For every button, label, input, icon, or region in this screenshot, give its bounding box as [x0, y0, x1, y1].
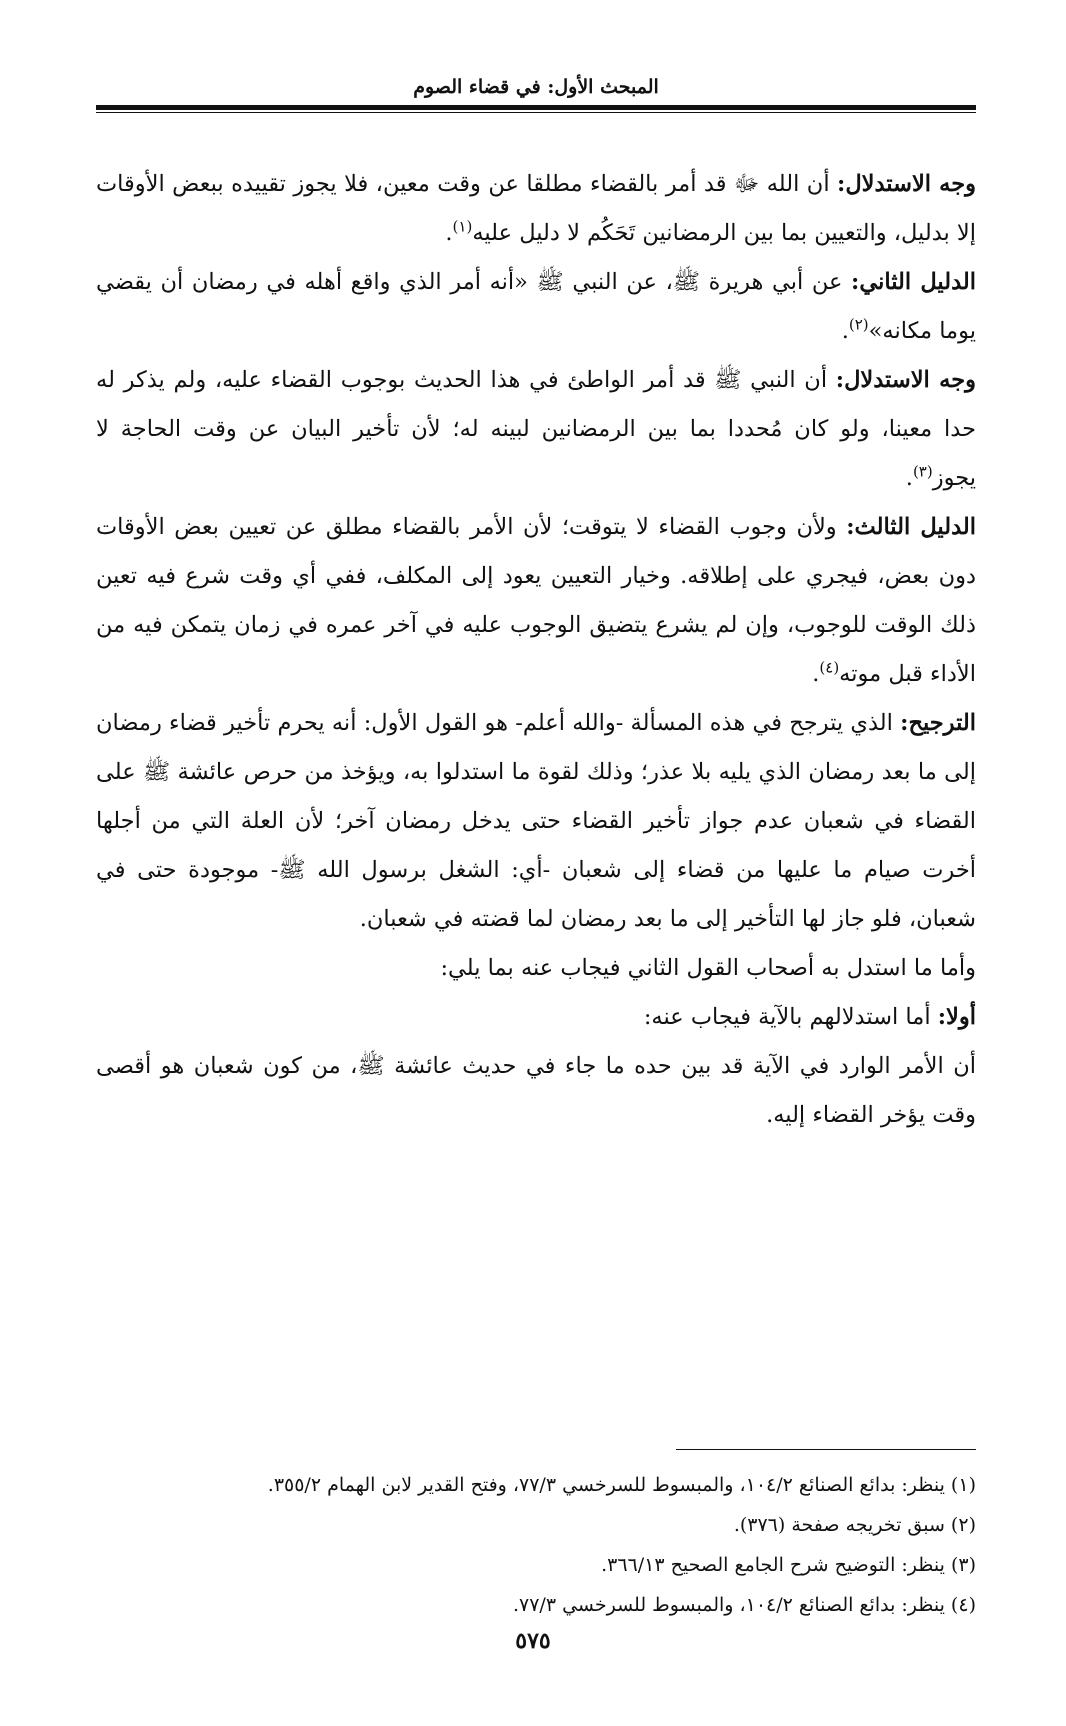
paragraph-end: . — [812, 661, 820, 687]
paragraph-2 — [96, 258, 976, 356]
page-number: ٥٧٥ — [515, 1628, 551, 1654]
header-rule-thick — [96, 105, 976, 110]
header-rule-thin — [96, 112, 976, 113]
footnote-item: (٣) ينظر: التوضيح شرح الجامع الصحيح ٣٦٦/١٣. — [601, 1554, 976, 1576]
paragraph-end: . — [841, 318, 849, 344]
main-text — [96, 160, 976, 1140]
paragraph-end: . — [905, 465, 913, 491]
paragraph-text: أن النبي ﷺ قد أمر الواطئ في هذا الحديث بوجوب القضاء عليه، ولم يذكر له حدا معينا، ولو كان مُحددا بما بين الرمضانين لبينه له؛ لأن تأخير البيان عن وقت الحاجة لا يجوز — [96, 367, 976, 491]
footnote-item: (١) ينظر: بدائع الصنائع ١٠٤/٢، والمبسوط للسرخسي ٧٧/٣، وفتح القدير لابن الهمام ٣٥٥/٢. — [267, 1474, 976, 1496]
paragraph-text: ولأن وجوب القضاء لا يتوقت؛ لأن الأمر بالقضاء مطلق عن تعيين بعض الأوقات دون بعض، فيجري على إطلاقه. وخيار التعيين يعود إلى المكلف، ففي أي وقت شرع فيه تعين ذلك الوقت للوجوب، وإن لم يشرع يتضيق الوجوب عليه في آخر عمره في زمان يتمكن فيه من الأداء قبل موته — [96, 514, 976, 687]
footnote-ref: (٤) — [819, 658, 840, 677]
paragraph-label: الدليل الثاني: — [851, 269, 976, 295]
paragraph-label: الدليل الثالث: — [846, 514, 976, 540]
footnotes — [96, 1465, 976, 1625]
footnote-separator — [676, 1449, 976, 1450]
paragraph-text: الذي يترجح في هذه المسألة -والله أعلم- هو القول الأول: أنه يحرم تأخير قضاء رمضان إلى ما بعد رمضان الذي يليه بلا عذر؛ وذلك لقوة ما استدلوا به، ويؤخذ من حرص عائشة ﷺ على القضاء في شعبان عدم جواز تأخير القضاء حتى يدخل رمضان آخر؛ لأن العلة التي من أجلها أخرت صيام ما عليها من قضاء إلى شعبان -أي: الشغل برسول الله ﷺ- موجودة حتى في شعبان، فلو جاز لها التأخير إلى ما بعد رمضان لما قضته في شعبان. — [96, 710, 976, 932]
footnote-ref: (١) — [452, 217, 473, 236]
footnote-ref: (٢) — [848, 315, 869, 334]
paragraph-7 — [96, 993, 976, 1042]
paragraph-label: وجه الاستدلال: — [835, 367, 976, 393]
footnote-item: (٤) ينظر: بدائع الصنائع ١٠٤/٢، والمبسوط للسرخسي ٧٧/٣. — [512, 1594, 976, 1616]
paragraph-text: عن أبي هريرة ﷺ، عن النبي ﷺ «أنه أمر الذي واقع أهله في رمضان أن يقضي يوما مكانه» — [96, 269, 976, 344]
paragraph-label: الترجيح: — [900, 710, 976, 736]
paragraph-label: وجه الاستدلال: — [837, 171, 976, 197]
paragraph-text: أما استدلالهم بالآية فيجاب عنه: — [643, 1004, 938, 1030]
running-header: المبحث الأول: في قضاء الصوم — [413, 76, 659, 98]
paragraph-3 — [96, 356, 976, 503]
paragraph-text: أن الأمر الوارد في الآية قد بين حده ما جاء في حديث عائشة ﷺ، من كون شعبان هو أقصى وقت يؤخر القضاء إليه. — [96, 1053, 976, 1128]
paragraph-5 — [96, 699, 976, 944]
footnote-ref: (٣) — [912, 462, 933, 481]
paragraph-1 — [96, 160, 976, 258]
paragraph-4 — [96, 503, 976, 699]
paragraph-end: . — [445, 220, 453, 246]
footnote-item: (٢) سبق تخريجه صفحة (٣٧٦). — [733, 1514, 976, 1536]
paragraph-text: وأما ما استدل به أصحاب القول الثاني فيجاب عنه بما يلي: — [440, 955, 976, 981]
paragraph-text: أن الله ﷻ قد أمر بالقضاء مطلقا عن وقت معين، فلا يجوز تقييده ببعض الأوقات إلا بدليل، والتعيين بما بين الرمضانين تَحَكُم لا دليل عليه — [96, 171, 976, 246]
paragraph-8 — [96, 1042, 976, 1140]
paragraph-label: أولا: — [937, 1004, 976, 1030]
paragraph-6 — [96, 944, 976, 993]
